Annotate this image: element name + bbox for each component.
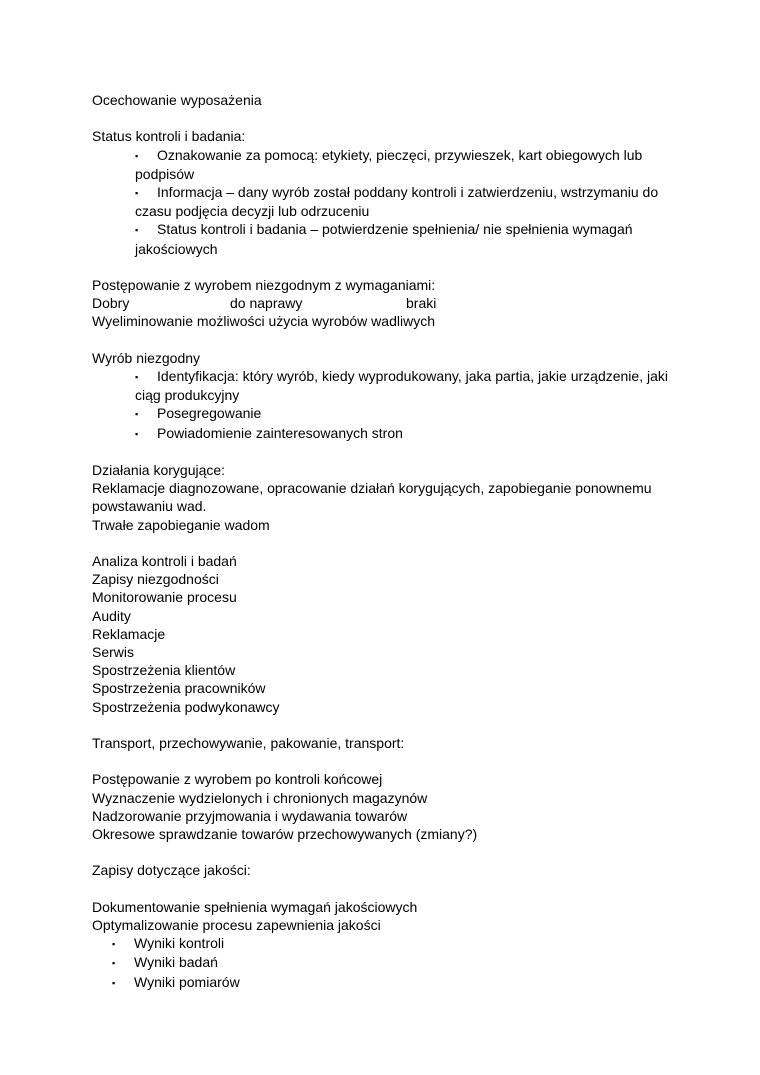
paragraph: Serwis [92, 644, 135, 661]
bullet-square-icon: ▪ [112, 958, 116, 969]
bullet-item [92, 953, 674, 972]
blank-line [92, 716, 674, 734]
tabbed-cell: braki [406, 295, 437, 312]
tabbed-row [92, 294, 674, 312]
blank-line [92, 443, 674, 461]
paragraph: Reklamacje [92, 625, 166, 642]
bullet-text: Wyniki pomiarów [134, 973, 240, 990]
bullet-item [92, 146, 674, 183]
paragraph: Okresowe sprawdzanie towarów przechowywanych (zmiany?) [92, 826, 478, 843]
bullet-square-icon: ▪ [135, 150, 139, 161]
paragraph: Nadzorowanie przyjmowania i wydawania towarów [92, 807, 408, 824]
tabbed-cell: do naprawy [230, 295, 303, 312]
paragraph: Zapisy niezgodności [92, 571, 219, 588]
paragraph: Postępowanie z wyrobem niezgodnym z wymaganiami: [92, 277, 436, 293]
paragraph: Optymalizowanie procesu zapewnienia jakości [92, 917, 381, 933]
paragraph: Zapisy dotyczące jakości: [92, 862, 251, 879]
paragraph: Audity [92, 607, 131, 624]
paragraph: Monitorowanie procesu [92, 589, 237, 606]
blank-line [92, 534, 674, 552]
bullet-text: Posegregowanie [157, 405, 262, 422]
bullet-item [92, 404, 674, 423]
blank-line [92, 752, 674, 770]
paragraph: Status kontroli i badania: [92, 128, 246, 145]
bullet-item [92, 424, 674, 443]
bullet-square-icon: ▪ [135, 428, 139, 439]
bullet-square-icon: ▪ [112, 939, 116, 950]
bullet-text: Identyfikacja: który wyrób, kiedy wyprodukowany, jaka partia, jakie urządzenie, jaki ciąg produkcyjny [135, 368, 668, 404]
bullet-square-icon: ▪ [135, 188, 139, 198]
bullet-item [92, 220, 674, 257]
bullet-item [92, 934, 674, 953]
paragraph: Wyeliminowanie możliwości użycia wyrobów wadliwych [92, 313, 435, 330]
bullet-square-icon: ▪ [135, 409, 139, 420]
paragraph: Wyrób niezgodny [92, 349, 201, 366]
paragraph: Transport, przechowywanie, pakowanie, transport: [92, 735, 405, 752]
bullet-text: Informacja – dany wyrób został poddany kontroli i zatwierdzeniu, wstrzymaniu do czasu podjęcia decyzji lub odrzuceniu [135, 184, 659, 220]
paragraph: Spostrzeżenia podwykonawcy [92, 698, 280, 715]
paragraph: Spostrzeżenia klientów [92, 662, 236, 679]
blank-line [92, 109, 674, 127]
paragraph: Wyznaczenie wydzielonych i chronionych magazynów [92, 789, 428, 806]
bullet-text: Status kontroli i badania – potwierdzenie spełnienia/ nie spełnienia wymagań jakościowych [135, 221, 633, 257]
document-content [92, 91, 674, 992]
paragraph: Reklamacje diagnozowane, opracowanie działań korygujących, zapobieganie ponownemu powstawaniu wad. [92, 480, 652, 515]
bullet-text: Wyniki badań [134, 954, 218, 971]
blank-line [92, 843, 674, 861]
bullet-item [92, 183, 674, 220]
bullet-square-icon: ▪ [135, 225, 139, 236]
bullet-item [92, 973, 674, 992]
paragraph: Postępowanie z wyrobem po kontroli końcowej [92, 771, 383, 788]
paragraph: Działania korygujące: [92, 462, 226, 478]
bullet-item [92, 367, 674, 404]
tabbed-cell: Dobry [92, 295, 130, 312]
blank-line [92, 880, 674, 898]
paragraph: Analiza kontroli i badań [92, 553, 237, 569]
bullet-text: Oznakowanie za pomocą: etykiety, pieczęci, przywieszek, kart obiegowych lub podpisów [135, 146, 643, 182]
paragraph: Trwałe zapobieganie wadom [92, 516, 270, 533]
bullet-text: Powiadomienie zainteresowanych stron [157, 424, 403, 441]
bullet-text: Wyniki kontroli [134, 935, 225, 952]
paragraph: Dokumentowanie spełnienia wymagań jakościowych [92, 898, 418, 915]
paragraph: Ocechowanie wyposażenia [92, 92, 262, 108]
blank-line [92, 258, 674, 276]
bullet-square-icon: ▪ [112, 977, 116, 988]
blank-line [92, 331, 674, 349]
paragraph: Spostrzeżenia pracowników [92, 680, 266, 697]
bullet-square-icon: ▪ [135, 372, 139, 382]
